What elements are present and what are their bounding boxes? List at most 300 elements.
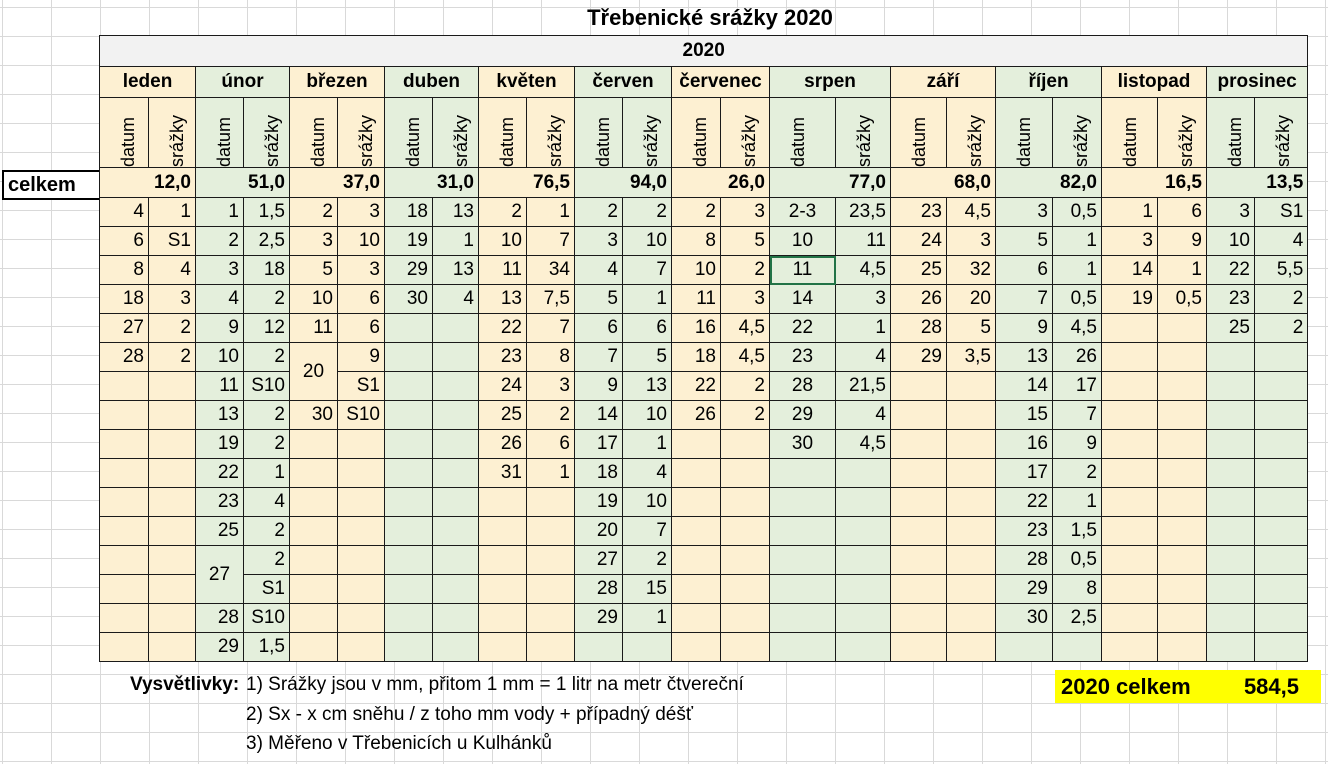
date-cell[interactable]: 10: [290, 285, 338, 314]
precip-cell[interactable]: [947, 488, 996, 517]
date-cell[interactable]: 28: [100, 343, 149, 372]
date-cell[interactable]: [1207, 343, 1255, 372]
precip-cell[interactable]: [721, 517, 770, 546]
precip-subheader[interactable]: [836, 98, 891, 168]
date-cell[interactable]: 23: [770, 343, 836, 372]
month-total[interactable]: 94,0: [575, 168, 672, 198]
precip-subheader[interactable]: [338, 98, 385, 168]
date-cell[interactable]: [1102, 459, 1158, 488]
precip-cell[interactable]: [947, 546, 996, 575]
date-cell[interactable]: 18: [100, 285, 149, 314]
precip-cell[interactable]: [1255, 343, 1308, 372]
precip-cell[interactable]: [433, 546, 479, 575]
date-cell[interactable]: [891, 372, 947, 401]
precip-cell[interactable]: 2: [244, 517, 290, 546]
date-cell[interactable]: [385, 488, 433, 517]
precip-subheader[interactable]: [433, 98, 479, 168]
precip-cell[interactable]: [1255, 546, 1308, 575]
date-cell[interactable]: [1102, 604, 1158, 633]
date-cell[interactable]: [891, 401, 947, 430]
precip-cell[interactable]: [836, 546, 891, 575]
precip-cell[interactable]: 7,5: [527, 285, 575, 314]
precip-cell[interactable]: [721, 633, 770, 662]
precip-cell[interactable]: [338, 488, 385, 517]
month-header-5[interactable]: červen: [575, 67, 672, 98]
date-cell[interactable]: [479, 517, 527, 546]
date-cell[interactable]: 6: [100, 227, 149, 256]
month-total[interactable]: 82,0: [996, 168, 1102, 198]
date-cell[interactable]: [479, 633, 527, 662]
date-subheader[interactable]: [385, 98, 433, 168]
date-cell[interactable]: [385, 575, 433, 604]
date-cell[interactable]: 5: [290, 256, 338, 285]
date-subheader[interactable]: [1102, 98, 1158, 168]
precip-cell[interactable]: [1255, 459, 1308, 488]
precip-cell[interactable]: S1: [149, 227, 196, 256]
precip-cell[interactable]: 10: [623, 488, 672, 517]
date-cell[interactable]: [100, 517, 149, 546]
precip-cell[interactable]: [947, 430, 996, 459]
date-cell[interactable]: [385, 401, 433, 430]
date-cell[interactable]: 11: [479, 256, 527, 285]
precip-cell[interactable]: S10: [244, 604, 290, 633]
precip-subheader[interactable]: [1053, 98, 1102, 168]
precip-cell[interactable]: [1053, 633, 1102, 662]
date-subheader[interactable]: [1207, 98, 1255, 168]
date-cell[interactable]: 29: [196, 633, 244, 662]
month-header-8[interactable]: září: [891, 67, 996, 98]
precip-cell[interactable]: 0,5: [1053, 285, 1102, 314]
date-cell[interactable]: [100, 546, 149, 575]
precip-cell[interactable]: [338, 546, 385, 575]
precip-cell[interactable]: 13: [433, 198, 479, 227]
precip-cell[interactable]: 2: [1053, 459, 1102, 488]
precip-cell[interactable]: [433, 604, 479, 633]
precip-cell[interactable]: 1: [1053, 488, 1102, 517]
date-cell[interactable]: 14: [1102, 256, 1158, 285]
date-cell[interactable]: [1102, 517, 1158, 546]
precip-cell[interactable]: 6: [338, 314, 385, 343]
date-cell[interactable]: 2-3: [770, 198, 836, 227]
date-cell[interactable]: 14: [996, 372, 1053, 401]
precip-cell[interactable]: [149, 488, 196, 517]
precip-cell[interactable]: 13: [623, 372, 672, 401]
date-cell[interactable]: 29: [996, 575, 1053, 604]
precip-cell[interactable]: [1158, 401, 1207, 430]
date-cell[interactable]: 3: [1102, 227, 1158, 256]
precip-cell[interactable]: 12: [244, 314, 290, 343]
precip-cell[interactable]: [149, 459, 196, 488]
date-cell[interactable]: [770, 575, 836, 604]
precip-cell[interactable]: [836, 488, 891, 517]
precip-cell[interactable]: S1: [338, 372, 385, 401]
precip-cell[interactable]: [149, 546, 196, 575]
date-cell[interactable]: [891, 488, 947, 517]
precip-cell[interactable]: 1: [1053, 256, 1102, 285]
date-cell[interactable]: 25: [891, 256, 947, 285]
month-header-11[interactable]: prosinec: [1207, 67, 1308, 98]
date-cell[interactable]: 4: [100, 198, 149, 227]
date-cell[interactable]: 23: [891, 198, 947, 227]
precip-cell[interactable]: [1255, 633, 1308, 662]
precip-cell[interactable]: 3: [527, 372, 575, 401]
precip-cell[interactable]: 1: [623, 285, 672, 314]
date-cell[interactable]: [290, 459, 338, 488]
date-cell[interactable]: 27: [575, 546, 623, 575]
precip-cell[interactable]: [433, 430, 479, 459]
precip-cell[interactable]: 0,5: [1053, 546, 1102, 575]
date-cell[interactable]: 1: [196, 198, 244, 227]
year-header[interactable]: 2020: [100, 36, 1308, 67]
precip-cell[interactable]: 3,5: [947, 343, 996, 372]
date-cell[interactable]: 31: [479, 459, 527, 488]
date-cell[interactable]: [1102, 546, 1158, 575]
precip-cell[interactable]: 1: [149, 198, 196, 227]
precip-cell[interactable]: [1158, 430, 1207, 459]
precip-cell[interactable]: 2: [623, 546, 672, 575]
precip-cell[interactable]: 2: [721, 256, 770, 285]
precip-cell[interactable]: [149, 575, 196, 604]
date-cell[interactable]: 1: [1102, 198, 1158, 227]
precip-cell[interactable]: S1: [1255, 198, 1308, 227]
precip-cell[interactable]: [721, 575, 770, 604]
date-cell[interactable]: [1207, 372, 1255, 401]
precip-cell[interactable]: 4,5: [836, 430, 891, 459]
precip-cell[interactable]: 7: [527, 227, 575, 256]
precip-cell[interactable]: 10: [623, 401, 672, 430]
date-cell[interactable]: 6: [996, 256, 1053, 285]
precip-cell[interactable]: [1158, 314, 1207, 343]
date-cell[interactable]: [770, 604, 836, 633]
precip-cell[interactable]: [527, 633, 575, 662]
date-subheader[interactable]: [672, 98, 721, 168]
date-cell[interactable]: 26: [891, 285, 947, 314]
date-cell[interactable]: [290, 517, 338, 546]
date-cell[interactable]: [891, 546, 947, 575]
precip-cell[interactable]: 2: [623, 198, 672, 227]
precip-subheader[interactable]: [947, 98, 996, 168]
total-row-label[interactable]: celkem: [2, 170, 100, 200]
precip-cell[interactable]: 6: [1158, 198, 1207, 227]
date-subheader[interactable]: [479, 98, 527, 168]
precip-cell[interactable]: [623, 633, 672, 662]
precip-cell[interactable]: 5: [721, 227, 770, 256]
date-cell[interactable]: 19: [196, 430, 244, 459]
precip-cell[interactable]: [947, 633, 996, 662]
date-cell[interactable]: 19: [385, 227, 433, 256]
precip-cell[interactable]: [433, 401, 479, 430]
precip-cell[interactable]: [149, 430, 196, 459]
precip-cell[interactable]: [1158, 488, 1207, 517]
precip-cell[interactable]: [1255, 575, 1308, 604]
date-cell[interactable]: [770, 633, 836, 662]
precip-cell[interactable]: 4: [1255, 227, 1308, 256]
month-header-3[interactable]: duben: [385, 67, 479, 98]
precip-cell[interactable]: 3: [947, 227, 996, 256]
precip-cell[interactable]: 4: [836, 343, 891, 372]
precip-cell[interactable]: [338, 633, 385, 662]
date-cell[interactable]: [1207, 546, 1255, 575]
date-cell[interactable]: [385, 546, 433, 575]
date-cell[interactable]: 18: [575, 459, 623, 488]
date-cell[interactable]: [575, 633, 623, 662]
precip-cell[interactable]: 10: [623, 227, 672, 256]
date-cell[interactable]: 20: [575, 517, 623, 546]
precip-cell[interactable]: [947, 517, 996, 546]
month-total[interactable]: 12,0: [100, 168, 196, 198]
date-cell[interactable]: [1207, 604, 1255, 633]
month-header-7[interactable]: srpen: [770, 67, 891, 98]
date-cell[interactable]: 4: [575, 256, 623, 285]
date-subheader[interactable]: [100, 98, 149, 168]
month-total[interactable]: 51,0: [196, 168, 290, 198]
precip-cell[interactable]: [433, 488, 479, 517]
precip-cell[interactable]: [947, 575, 996, 604]
month-header-6[interactable]: červenec: [672, 67, 770, 98]
date-cell[interactable]: [1207, 459, 1255, 488]
date-cell[interactable]: 2: [196, 227, 244, 256]
date-cell[interactable]: 13: [196, 401, 244, 430]
month-header-1[interactable]: únor: [196, 67, 290, 98]
precip-cell[interactable]: 5,5: [1255, 256, 1308, 285]
date-cell[interactable]: [1102, 401, 1158, 430]
date-cell[interactable]: [385, 314, 433, 343]
date-cell[interactable]: 23: [196, 488, 244, 517]
date-cell[interactable]: 10: [479, 227, 527, 256]
date-subheader[interactable]: [290, 98, 338, 168]
precip-cell[interactable]: 18: [244, 256, 290, 285]
date-cell[interactable]: [770, 546, 836, 575]
precip-cell[interactable]: [338, 459, 385, 488]
precip-cell[interactable]: [433, 343, 479, 372]
precip-cell[interactable]: 2: [721, 372, 770, 401]
precip-cell[interactable]: [433, 314, 479, 343]
precip-cell[interactable]: [1158, 517, 1207, 546]
date-cell[interactable]: 16: [672, 314, 721, 343]
precip-cell[interactable]: 4,5: [1053, 314, 1102, 343]
date-cell[interactable]: 28: [996, 546, 1053, 575]
month-total[interactable]: 77,0: [770, 168, 891, 198]
date-cell[interactable]: 13: [479, 285, 527, 314]
precip-cell[interactable]: [527, 488, 575, 517]
date-cell[interactable]: 23: [996, 517, 1053, 546]
date-cell[interactable]: [385, 633, 433, 662]
date-cell[interactable]: 18: [385, 198, 433, 227]
month-total[interactable]: 37,0: [290, 168, 385, 198]
precip-cell[interactable]: 17: [1053, 372, 1102, 401]
precip-cell[interactable]: S10: [244, 372, 290, 401]
date-cell[interactable]: 11: [770, 256, 836, 285]
precip-cell[interactable]: [338, 517, 385, 546]
month-total[interactable]: 26,0: [672, 168, 770, 198]
date-cell[interactable]: 23: [1207, 285, 1255, 314]
date-subheader[interactable]: [575, 98, 623, 168]
precip-cell[interactable]: [149, 517, 196, 546]
date-cell[interactable]: 7: [575, 343, 623, 372]
month-total[interactable]: 16,5: [1102, 168, 1207, 198]
precip-cell[interactable]: 2,5: [244, 227, 290, 256]
precip-cell[interactable]: [947, 372, 996, 401]
precip-cell[interactable]: 3: [721, 198, 770, 227]
precip-cell[interactable]: [1158, 546, 1207, 575]
precip-cell[interactable]: 9: [1158, 227, 1207, 256]
date-cell[interactable]: 25: [1207, 314, 1255, 343]
precip-cell[interactable]: 4: [623, 459, 672, 488]
date-cell[interactable]: [290, 488, 338, 517]
date-cell[interactable]: [891, 604, 947, 633]
precip-cell[interactable]: [433, 633, 479, 662]
precip-cell[interactable]: 9: [338, 343, 385, 372]
month-total[interactable]: 31,0: [385, 168, 479, 198]
precip-cell[interactable]: 2: [1255, 314, 1308, 343]
date-subheader[interactable]: [891, 98, 947, 168]
month-header-9[interactable]: říjen: [996, 67, 1102, 98]
precip-cell[interactable]: 32: [947, 256, 996, 285]
precip-cell[interactable]: [338, 575, 385, 604]
precip-cell[interactable]: [947, 604, 996, 633]
precip-cell[interactable]: 3: [149, 285, 196, 314]
precip-cell[interactable]: 1: [527, 459, 575, 488]
precip-cell[interactable]: [338, 604, 385, 633]
date-cell[interactable]: 10: [770, 227, 836, 256]
precip-cell[interactable]: S1: [244, 575, 290, 604]
date-cell[interactable]: 28: [196, 604, 244, 633]
precip-cell[interactable]: [1255, 517, 1308, 546]
date-cell[interactable]: 3: [290, 227, 338, 256]
precip-cell[interactable]: [1158, 372, 1207, 401]
date-cell[interactable]: 4: [196, 285, 244, 314]
date-cell[interactable]: 3: [996, 198, 1053, 227]
date-cell[interactable]: [100, 604, 149, 633]
precip-subheader[interactable]: [244, 98, 290, 168]
precip-subheader[interactable]: [623, 98, 672, 168]
precip-cell[interactable]: 2: [149, 343, 196, 372]
precip-cell[interactable]: 20: [947, 285, 996, 314]
precip-cell[interactable]: 15: [623, 575, 672, 604]
date-cell[interactable]: 5: [575, 285, 623, 314]
precip-cell[interactable]: [1255, 488, 1308, 517]
date-cell[interactable]: [385, 517, 433, 546]
precip-subheader[interactable]: [527, 98, 575, 168]
date-cell[interactable]: 9: [575, 372, 623, 401]
date-cell[interactable]: 6: [575, 314, 623, 343]
precip-cell[interactable]: 2: [149, 314, 196, 343]
precip-cell[interactable]: [527, 604, 575, 633]
precip-cell[interactable]: [149, 372, 196, 401]
date-cell[interactable]: 29: [575, 604, 623, 633]
date-cell[interactable]: 28: [891, 314, 947, 343]
date-cell[interactable]: 9: [196, 314, 244, 343]
date-cell[interactable]: 9: [996, 314, 1053, 343]
precip-cell[interactable]: [527, 546, 575, 575]
precip-cell[interactable]: 2: [244, 401, 290, 430]
date-cell[interactable]: 2: [672, 198, 721, 227]
date-cell[interactable]: 26: [479, 430, 527, 459]
date-cell[interactable]: [290, 604, 338, 633]
date-cell[interactable]: [891, 633, 947, 662]
precip-subheader[interactable]: [721, 98, 770, 168]
date-cell[interactable]: [100, 401, 149, 430]
precip-cell[interactable]: 2: [1255, 285, 1308, 314]
precip-cell[interactable]: 7: [623, 517, 672, 546]
date-subheader[interactable]: [996, 98, 1053, 168]
precip-cell[interactable]: 7: [527, 314, 575, 343]
precip-cell[interactable]: [836, 517, 891, 546]
date-cell[interactable]: [100, 575, 149, 604]
date-cell[interactable]: 19: [1102, 285, 1158, 314]
date-cell[interactable]: [891, 575, 947, 604]
month-total[interactable]: 13,5: [1207, 168, 1308, 198]
precip-cell[interactable]: 7: [1053, 401, 1102, 430]
precip-cell[interactable]: 1: [1053, 227, 1102, 256]
date-cell[interactable]: 15: [996, 401, 1053, 430]
precip-cell[interactable]: 3: [338, 198, 385, 227]
date-cell[interactable]: [1102, 488, 1158, 517]
precip-cell[interactable]: 1,5: [244, 633, 290, 662]
precip-cell[interactable]: [836, 604, 891, 633]
date-cell[interactable]: 22: [196, 459, 244, 488]
precip-cell[interactable]: 4,5: [947, 198, 996, 227]
date-cell[interactable]: [385, 343, 433, 372]
date-cell[interactable]: [385, 604, 433, 633]
date-cell[interactable]: 24: [891, 227, 947, 256]
precip-cell[interactable]: 2: [244, 285, 290, 314]
precip-cell[interactable]: [433, 459, 479, 488]
precip-subheader[interactable]: [1158, 98, 1207, 168]
date-cell[interactable]: [1207, 575, 1255, 604]
precip-cell[interactable]: 4: [836, 401, 891, 430]
date-cell[interactable]: 14: [575, 401, 623, 430]
date-cell[interactable]: [770, 459, 836, 488]
date-cell[interactable]: 8: [672, 227, 721, 256]
month-total[interactable]: 76,5: [479, 168, 575, 198]
date-cell[interactable]: [290, 633, 338, 662]
date-cell[interactable]: [100, 459, 149, 488]
precip-cell[interactable]: 4: [149, 256, 196, 285]
date-cell[interactable]: 10: [1207, 227, 1255, 256]
precip-cell[interactable]: [947, 401, 996, 430]
precip-cell[interactable]: 5: [623, 343, 672, 372]
date-cell[interactable]: [100, 430, 149, 459]
precip-cell[interactable]: [836, 459, 891, 488]
precip-cell[interactable]: 2: [244, 430, 290, 459]
date-cell[interactable]: [290, 575, 338, 604]
precip-cell[interactable]: [1255, 604, 1308, 633]
date-cell[interactable]: 29: [770, 401, 836, 430]
date-cell[interactable]: 30: [996, 604, 1053, 633]
date-cell[interactable]: [1207, 430, 1255, 459]
precip-cell[interactable]: 8: [527, 343, 575, 372]
precip-cell[interactable]: [1158, 459, 1207, 488]
precip-cell[interactable]: 23,5: [836, 198, 891, 227]
date-cell[interactable]: [1207, 401, 1255, 430]
date-cell[interactable]: 22: [1207, 256, 1255, 285]
date-cell[interactable]: 28: [575, 575, 623, 604]
date-cell[interactable]: 5: [996, 227, 1053, 256]
date-cell[interactable]: [1102, 633, 1158, 662]
precip-cell[interactable]: 4,5: [721, 343, 770, 372]
precip-cell[interactable]: [433, 372, 479, 401]
precip-cell[interactable]: [149, 604, 196, 633]
precip-cell[interactable]: [1158, 604, 1207, 633]
date-cell[interactable]: [290, 430, 338, 459]
precip-cell[interactable]: 1: [623, 430, 672, 459]
precip-subheader[interactable]: [1255, 98, 1308, 168]
grand-total-box[interactable]: [1055, 670, 1321, 703]
month-total[interactable]: 68,0: [891, 168, 996, 198]
date-cell[interactable]: [672, 633, 721, 662]
date-cell[interactable]: 28: [770, 372, 836, 401]
